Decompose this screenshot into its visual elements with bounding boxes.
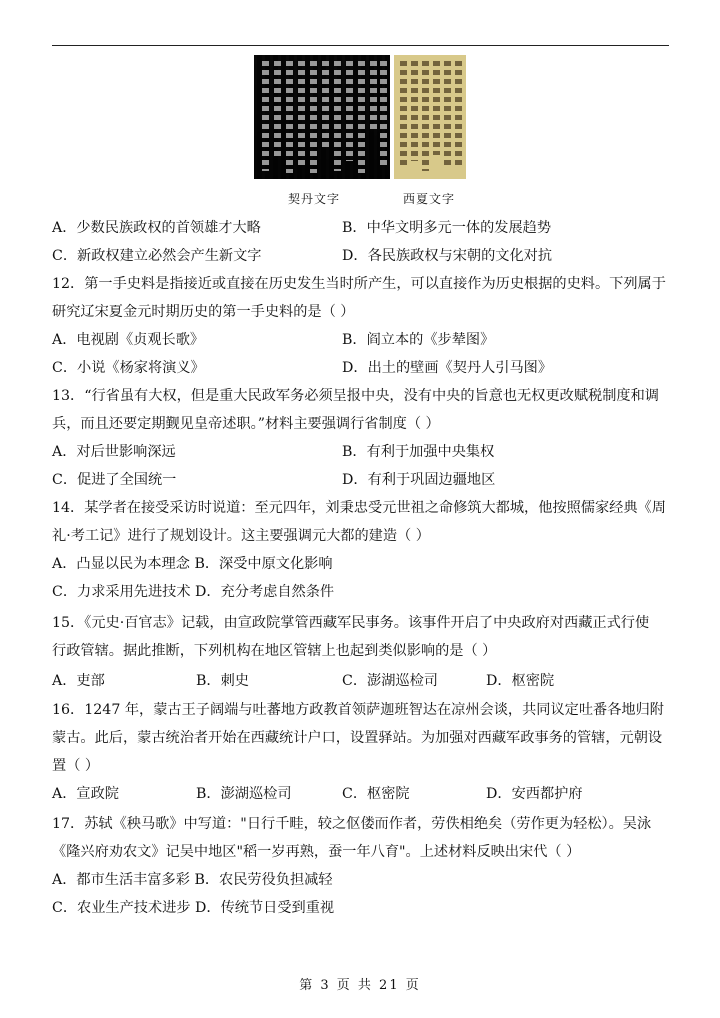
q12-option-b: B．阎立本的《步辇图》 xyxy=(342,332,495,348)
q11-option-c: C．新政权建立必然会产生新文字 xyxy=(52,248,262,264)
q15-option-d: D．枢密院 xyxy=(486,673,555,689)
script-images xyxy=(254,55,466,179)
q15-option-c: C．澎湖巡检司 xyxy=(342,673,438,689)
q14-options-cd: C．力求采用先进技术 D．充分考虑自然条件 xyxy=(52,584,335,600)
q15-stem-line1: 15．《元史·百官志》记载，由宣政院掌管西藏军民事务。该事件开启了中央政府对西藏正式行使 xyxy=(52,615,650,631)
q16-stem-line3: 置（ ） xyxy=(52,758,100,774)
q13-stem-line1: 13．“行省虽有大权，但是重大民政军务必须呈报中央，没有中央的旨意也无权更改赋税制度和调 xyxy=(52,388,659,404)
q17-stem-line1: 17．苏轼《秧马歌》中写道："日行千畦，较之伛偻而作者，劳佚相绝矣（劳作更为轻松）。吴泳 xyxy=(52,816,652,832)
khitan-script-image xyxy=(254,55,390,179)
q12-stem-line2: 研究辽宋夏金元时期历史的第一手史料的是（ ） xyxy=(52,304,355,320)
q13-option-d: D．有利于巩固边疆地区 xyxy=(342,472,496,488)
q16-option-b: B．澎湖巡检司 xyxy=(196,786,292,802)
q14-stem-line1: 14．某学者在接受采访时说道：至元四年，刘秉忠受元世祖之命修筑大都城，他按照儒家经典《周 xyxy=(52,500,666,516)
q11-option-d: D．各民族政权与宋朝的文化对抗 xyxy=(342,248,553,264)
caption-tangut: 西夏文字 xyxy=(403,192,456,206)
q15-stem-line2: 行政管辖。据此推断，下列机构在地区管辖上也起到类似影响的是（ ） xyxy=(52,643,497,659)
q13-stem-line2: 兵，而且还要定期觐见皇帝述职。”材料主要强调行省制度（ ） xyxy=(52,416,440,432)
q17-stem-line2: 《隆兴府劝农文》记吴中地区"稻一岁再熟，蚕一年八育"。上述材料反映出宋代（ ） xyxy=(52,844,581,860)
header-rule xyxy=(52,45,669,46)
q16-option-d: D．安西都护府 xyxy=(486,786,583,802)
q12-option-a: A．电视剧《贞观长歌》 xyxy=(52,332,205,348)
q13-option-a: A．对后世影响深远 xyxy=(52,444,176,460)
q13-option-c: C．促进了全国统一 xyxy=(52,472,177,488)
q13-option-b: B．有利于加强中央集权 xyxy=(342,444,495,460)
q16-option-a: A．宣政院 xyxy=(52,786,119,802)
q17-options-ab: A．都市生活丰富多彩 B．农民劳役负担减轻 xyxy=(52,872,333,888)
q12-option-d: D．出土的壁画《契丹人引马图》 xyxy=(342,360,553,376)
q15-option-b: B．刺史 xyxy=(196,673,249,689)
q14-stem-line2: 礼·考工记》进行了规划设计。这主要强调元大都的建造（ ） xyxy=(52,528,430,544)
tangut-script-image xyxy=(394,55,466,179)
q12-option-c: C．小说《杨家将演义》 xyxy=(52,360,205,376)
q12-stem-line1: 12．第一手史料是指接近或直接在历史发生当时所产生，可以直接作为历史根据的史料。下列属于 xyxy=(52,276,666,292)
q16-option-c: C．枢密院 xyxy=(342,786,410,802)
q16-stem-line1: 16．1247 年，蒙古王子阔端与吐蕃地方政教首领萨迦班智达在凉州会谈，共同议定吐番各地归附 xyxy=(52,702,664,718)
page-number: 第 3 页 共 21 页 xyxy=(299,978,421,993)
caption-khitan: 契丹文字 xyxy=(288,192,341,206)
q17-options-cd: C．农业生产技术进步 D．传统节日受到重视 xyxy=(52,900,335,916)
q15-option-a: A．吏部 xyxy=(52,673,105,689)
q11-option-a: A．少数民族政权的首领雄才大略 xyxy=(52,220,261,236)
q11-option-b: B．中华文明多元一体的发展趋势 xyxy=(342,220,552,236)
q14-options-ab: A．凸显以民为本理念 B．深受中原文化影响 xyxy=(52,556,333,572)
q16-stem-line2: 蒙古。此后，蒙古统治者开始在西藏统计户口，设置驿站。为加强对西藏军政事务的管辖，元朝设 xyxy=(52,730,663,746)
